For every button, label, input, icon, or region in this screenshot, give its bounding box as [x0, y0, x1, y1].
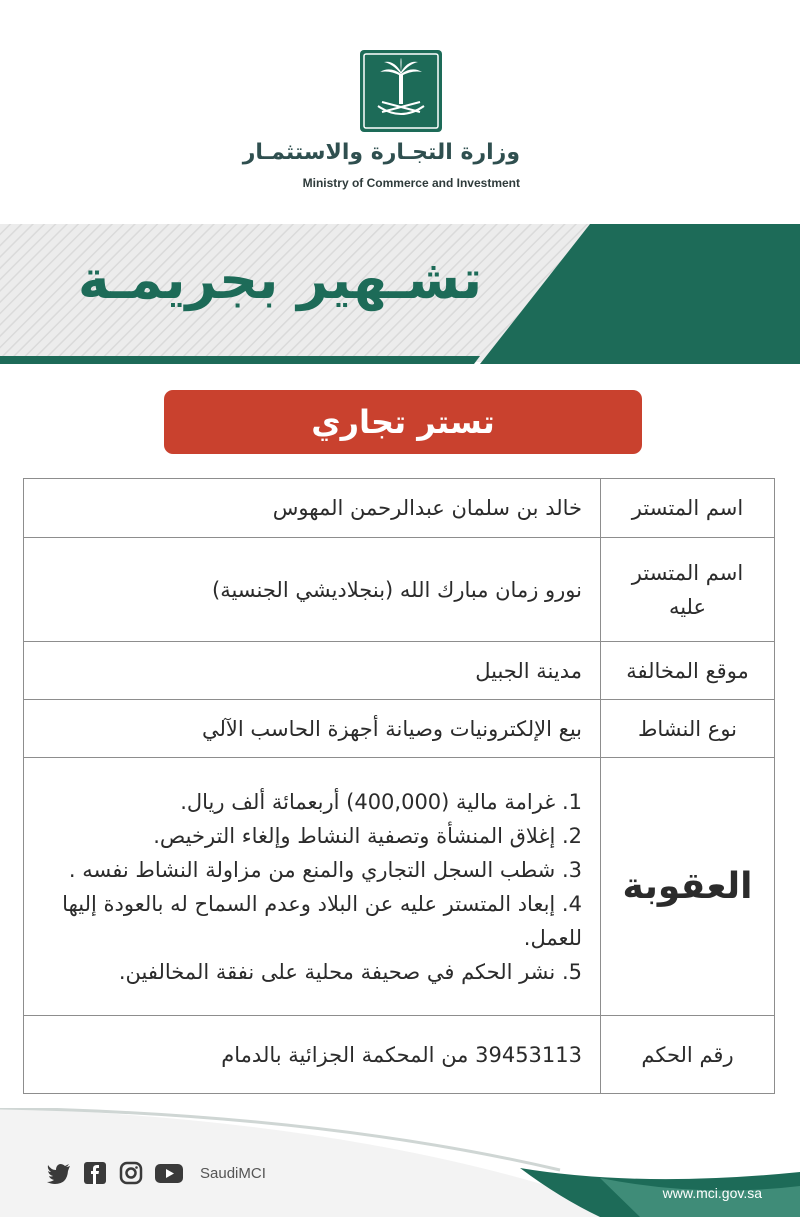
penalty-item: 3. شطب السجل التجاري والمنع من مزاولة النشاط نفسه .: [68, 857, 582, 882]
row-label: موقع المخالفة: [600, 642, 774, 699]
row-value: خالد بن سلمان عبدالرحمن المهوس: [272, 496, 582, 520]
details-table: [23, 478, 775, 1094]
verdict-value: 39453113 من المحكمة الجزائية بالدمام: [221, 1042, 582, 1067]
youtube-icon[interactable]: [154, 1160, 184, 1186]
row-value: بيع الإلكترونيات وصيانة أجهزة الحاسب الآلي: [202, 716, 582, 741]
twitter-icon[interactable]: [46, 1160, 72, 1186]
ministry-name-english: Ministry of Commerce and Investment: [302, 176, 520, 190]
penalty-row: [24, 757, 774, 1015]
instagram-icon[interactable]: [118, 1160, 144, 1186]
palm-swords-emblem-icon: [360, 50, 442, 132]
social-links: [46, 1160, 266, 1186]
table-row: [24, 537, 774, 641]
penalty-label: العقوبة: [600, 758, 774, 1015]
penalty-item: 1. غرامة مالية (400,000) أربعمائة ألف ريال.: [180, 789, 582, 814]
penalty-value: [24, 758, 600, 1015]
row-label: اسم المتستر: [600, 479, 774, 537]
row-label: نوع النشاط: [600, 700, 774, 757]
ministry-logo: [360, 50, 442, 132]
ministry-name-arabic: وزارة التجـارة والاستثمـار: [242, 140, 520, 165]
row-value: نورو زمان مبارك الله (بنجلاديشي الجنسية): [212, 577, 582, 602]
row-label: رقم الحكم: [600, 1016, 774, 1093]
table-row: [24, 641, 774, 699]
penalty-item: 5. نشر الحكم في صحيفة محلية على نفقة المخالفين.: [118, 959, 582, 984]
penalty-item: 2. إغلاق المنشأة وتصفية النشاط وإلغاء الترخيص.: [153, 823, 582, 848]
facebook-icon[interactable]: [82, 1160, 108, 1186]
crime-type-badge: تستر تجاري: [164, 390, 642, 454]
social-handle[interactable]: SaudiMCI: [200, 1164, 266, 1182]
table-row: [24, 1015, 774, 1093]
table-row: [24, 479, 774, 537]
penalty-item: 4. إبعاد المتستر عليه عن البلاد وعدم السماح له بالعودة إليها للعمل.: [62, 891, 582, 950]
penalty-list: [42, 785, 582, 989]
table-row: [24, 699, 774, 757]
page-title: تشـهير بجريمـة: [77, 248, 483, 311]
website-link[interactable]: www.mci.gov.sa: [662, 1185, 762, 1201]
row-value: مدينة الجبيل: [475, 658, 582, 683]
row-label: اسم المتستر عليه: [600, 538, 774, 641]
